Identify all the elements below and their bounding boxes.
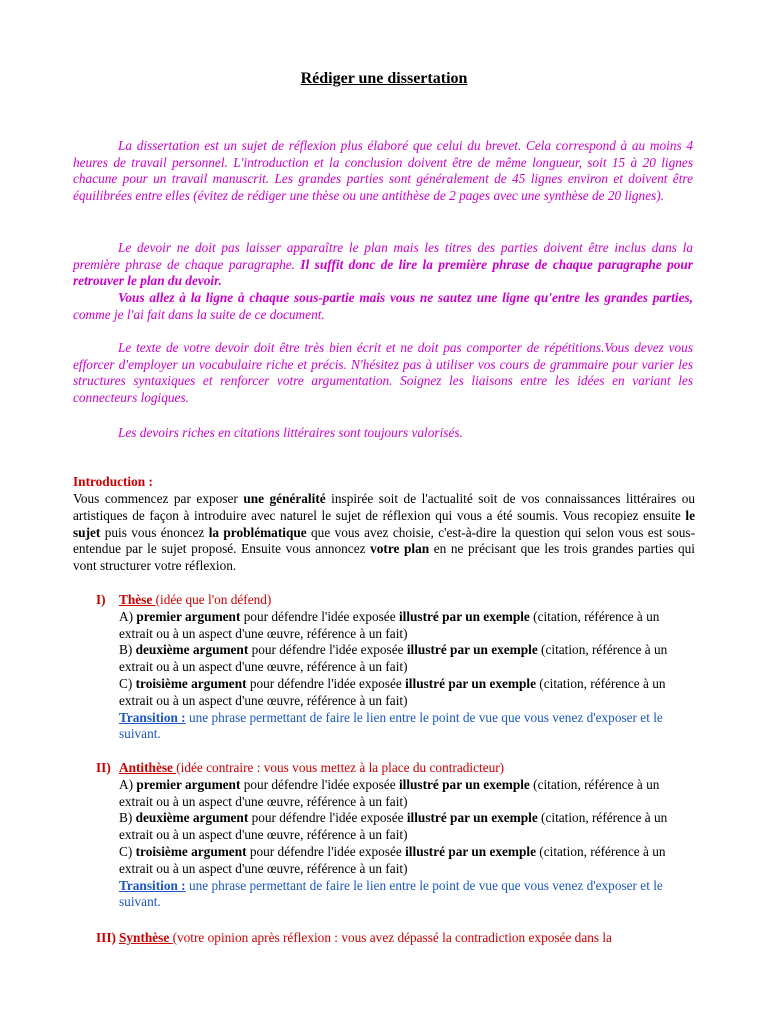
transition: Transition : une phrase permettant de faire le lien entre le point de vue que vous venez d'exposer et le suivant.: [119, 709, 663, 742]
part-these: [96, 592, 696, 743]
argument-item: B) deuxième argument pour défendre l'idée exposée illustré par un exemple (citation, référence à un extrait ou à un aspect d'une œuvre, référence à un fait): [119, 810, 668, 843]
part-heading: II) Antithèse (idée contraire : vous vous mettez à la place du contradicteur): [96, 760, 505, 775]
introduction-heading: Introduction :: [73, 474, 153, 489]
intro-paragraph-5: Les devoirs riches en citations littéraires sont toujours valorisés.: [118, 425, 463, 440]
transition: Transition : une phrase permettant de faire le lien entre le point de vue que vous venez d'exposer et le suivant.: [119, 877, 663, 910]
argument-item: A) premier argument pour défendre l'idée exposée illustré par un exemple (citation, référence à un extrait ou à un aspect d'une œuvre, référence à un fait): [119, 608, 660, 641]
part-heading: III) Synthèse (votre opinion après réflexion : vous avez dépassé la contradiction exposée dans la: [96, 930, 612, 945]
introduction-text: Vous commencez par exposer une généralité inspirée soit de l'actualité soit de vos connaissances littéraires ou artistiques de façon à introduire avec naturel le sujet de réflexion qui vous a été soumis. Vous recopiez ensuite le sujet puis vous énoncez la problématique que vous avez choisie, c'est-à-dire la question qui selon vous est sous-entendue par le sujet proposé. Ensuite vous annoncez votre plan en ne précisant que les trois grandes parties qui vont structurer votre réflexion.: [73, 491, 696, 574]
argument-item: C) troisième argument pour défendre l'idée exposée illustré par un exemple (citation, référence à un extrait ou à un aspect d'une œuvre, référence à un fait): [119, 843, 666, 876]
intro-paragraph-2: Le devoir ne doit pas laisser apparaître le plan mais les titres des parties doivent être inclus dans la première phrase de chaque paragraphe. Il suffit donc de lire la première phrase de chaque paragraphe pour retrouver le plan du devoir. Vous allez à la ligne à chaque sous-partie mais vous ne sautez une ligne qu'entre les grandes parties, comme je l'ai fait dans la suite de ce document.: [73, 240, 693, 322]
intro-paragraph-4: Le texte de votre devoir doit être très bien écrit et ne doit pas comporter de répétitions.Vous devez vous efforcer d'employer un vocabulaire riche et précis. N'hésitez pas à utiliser vos cours de grammaire pour varier les structures syntaxiques et renforcer votre argumentation. Soignez les liaisons entre les idées en variant les connecteurs logiques.: [73, 340, 693, 406]
argument-item: A) premier argument pour défendre l'idée exposée illustré par un exemple (citation, référence à un extrait ou à un aspect d'une œuvre, référence à un fait): [119, 776, 660, 809]
document-title: Rédiger une dissertation: [300, 70, 468, 87]
argument-item: B) deuxième argument pour défendre l'idée exposée illustré par un exemple (citation, référence à un extrait ou à un aspect d'une œuvre, référence à un fait): [119, 642, 668, 675]
argument-item: C) troisième argument pour défendre l'idée exposée illustré par un exemple (citation, référence à un extrait ou à un aspect d'une œuvre, référence à un fait): [119, 675, 666, 708]
intro-paragraph-1: La dissertation est un sujet de réflexion plus élaboré que celui du brevet. Cela correspond à au moins 4 heures de travail personnel. L'introduction et la conclusion doivent être de même longueur, soit 15 à 20 lignes chacune pour un travail manuscrit. Les grandes parties sont généralement de 45 lignes environ et doivent être équilibrées entre elles (évitez de rédiger une thèse ou une antithèse de 2 pages avec une synthèse de 20 lignes).: [73, 138, 693, 204]
part-antithese: [96, 760, 696, 911]
part-synthese: [96, 930, 696, 947]
intro-paragraph-3: Vous allez à la ligne à chaque sous-partie mais vous ne sautez une ligne qu'entre les grandes parties, comme je l'ai fait dans la suite de ce document.: [73, 290, 693, 322]
part-heading: I) Thèse (idée que l'on défend): [96, 592, 272, 607]
